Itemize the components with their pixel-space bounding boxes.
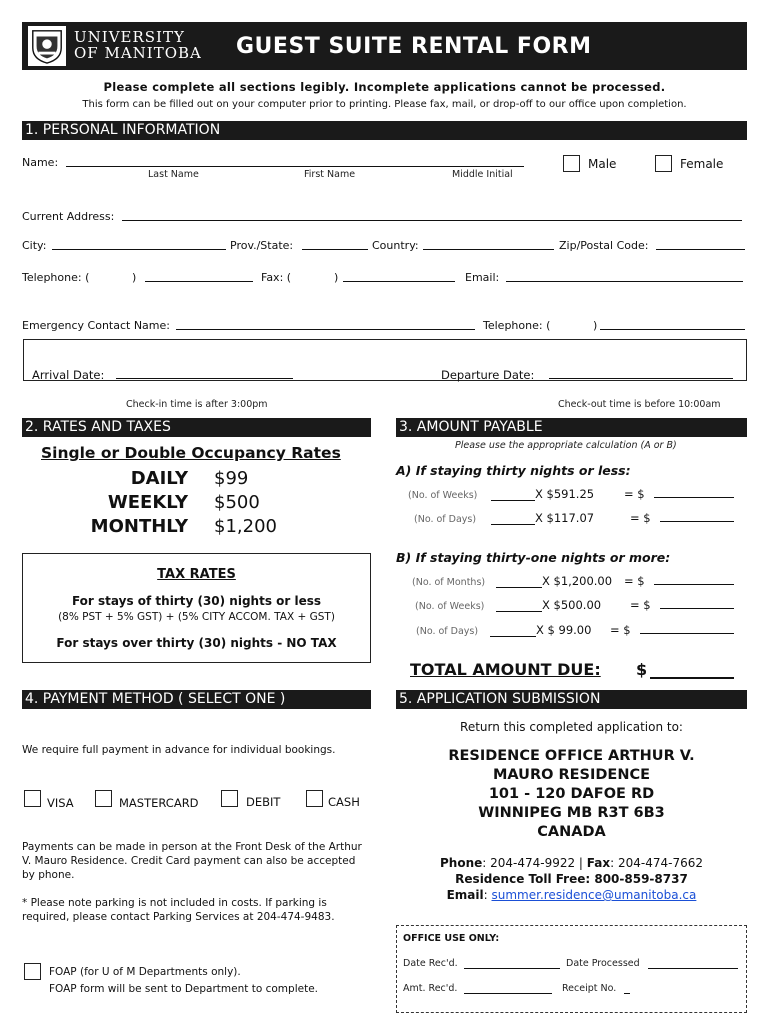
phone-label: Phone <box>439 856 483 870</box>
visa-checkbox[interactable] <box>24 790 41 807</box>
amt-recd-field[interactable] <box>464 993 552 994</box>
receipt-no-field[interactable] <box>624 993 630 994</box>
country-label: Country: <box>372 239 419 252</box>
arrival-date-field[interactable] <box>116 378 293 379</box>
a-days-eq: = $ <box>630 511 651 525</box>
b-days-unit: (No. of Days) <box>416 626 479 637</box>
male-label: Male <box>588 157 617 171</box>
a-days-unit: (No. of Days) <box>414 514 477 525</box>
female-label: Female <box>680 157 724 171</box>
b-months-total-field[interactable] <box>654 584 734 585</box>
city-field[interactable] <box>52 249 226 250</box>
last-name-caption: Last Name <box>148 169 199 180</box>
email-label: Email: <box>465 271 500 284</box>
visa-label: VISA <box>47 796 74 810</box>
phone-fax-line <box>396 855 747 871</box>
b-weeks-field[interactable] <box>496 611 542 612</box>
current-address-label: Current Address: <box>22 210 115 223</box>
b-weeks-unit: (No. of Weeks) <box>415 601 485 612</box>
email-link[interactable]: summer.residence@umanitoba.ca <box>491 888 697 902</box>
city-label: City: <box>22 239 47 252</box>
female-checkbox[interactable] <box>655 155 672 172</box>
emergency-telephone-field[interactable] <box>600 329 745 330</box>
emergency-contact-label: Emergency Contact Name: <box>22 319 170 332</box>
b-days-total-field[interactable] <box>640 633 734 634</box>
email-separator: : <box>483 888 492 902</box>
email-field[interactable] <box>506 281 743 282</box>
intro-line2: This form can be filled out on your computer prior to printing. Please fax, mail, or drop-off to our office upon completion. <box>82 99 687 110</box>
b-weeks-eq: = $ <box>630 598 651 612</box>
amt-recd-label: Amt. Rec'd. <box>403 983 458 994</box>
total-dollar-sign: $ <box>636 660 648 679</box>
rate-daily-label: DAILY <box>130 468 188 489</box>
email-label-5: Email <box>446 888 484 902</box>
foap-checkbox[interactable] <box>24 963 41 980</box>
tax-line3: For stays over thirty (30) nights - NO TAX <box>56 636 337 650</box>
university-line1: UNIVERSITY <box>74 28 185 46</box>
prov-state-label: Prov./State: <box>230 239 294 252</box>
email-line <box>396 887 747 903</box>
checkin-note: Check-in time is after 3:00pm <box>126 399 268 410</box>
b-months-unit: (No. of Months) <box>412 577 486 588</box>
country-field[interactable] <box>423 249 554 250</box>
date-recd-label: Date Rec'd. <box>403 958 458 969</box>
total-amount-label: TOTAL AMOUNT DUE: <box>410 660 601 679</box>
fax-close-paren: ) <box>334 271 339 284</box>
address-line4: WINNIPEG MB R3T 6B3 <box>478 805 665 821</box>
b-days-eq: = $ <box>610 623 631 637</box>
phone-value: : 204-474-9922 | <box>482 856 587 870</box>
telephone-field[interactable] <box>145 281 253 282</box>
receipt-no-label: Receipt No. <box>562 983 617 994</box>
fax-label: Fax: ( <box>261 271 292 284</box>
university-line2: OF MANITOBA <box>74 44 202 62</box>
foap-label: FOAP (for U of M Departments only). <box>49 966 241 978</box>
rate-monthly-value: $1,200 <box>214 516 277 537</box>
name-field[interactable] <box>66 166 524 167</box>
dates-box <box>23 339 747 381</box>
office-address <box>396 747 747 842</box>
payment-note: Payments can be made in person at the Front Desk of the Arthur V. Mauro Residence. Credit Card payment can also be accepted by phone. <box>22 841 362 881</box>
b-months-field[interactable] <box>496 587 542 588</box>
a-days-rate: X $117.07 <box>535 511 595 525</box>
section4-header: 4. PAYMENT METHOD ( SELECT ONE ) <box>22 690 371 709</box>
debit-label: DEBIT <box>246 795 281 809</box>
section3-header: 3. AMOUNT PAYABLE <box>396 418 747 437</box>
section3-subtitle: Please use the appropriate calculation (A or B) <box>455 440 677 451</box>
parking-note: * Please note parking is not included in costs. If parking is required, please contact Parking Services at 204-474-9483. <box>22 897 335 923</box>
debit-checkbox[interactable] <box>221 790 238 807</box>
form-title: GUEST SUITE RENTAL FORM <box>236 34 592 59</box>
rate-monthly-label: MONTHLY <box>90 516 188 537</box>
first-name-caption: First Name <box>304 169 356 180</box>
b-months-eq: = $ <box>624 574 645 588</box>
tollfree-line <box>396 871 747 887</box>
address-line2: MAURO RESIDENCE <box>492 767 651 783</box>
telephone-close-paren: ) <box>132 271 137 284</box>
foap-note: FOAP form will be sent to Department to complete. <box>49 983 318 995</box>
b-days-field[interactable] <box>490 636 536 637</box>
b-days-rate: X $ 99.00 <box>536 623 592 637</box>
date-processed-label: Date Processed <box>566 958 640 969</box>
a-weeks-field[interactable] <box>491 500 535 501</box>
office-use-title: OFFICE USE ONLY: <box>403 933 500 944</box>
zip-field[interactable] <box>656 249 745 250</box>
departure-date-field[interactable] <box>549 378 733 379</box>
mastercard-checkbox[interactable] <box>95 790 112 807</box>
fax-field[interactable] <box>343 281 455 282</box>
address-line5: CANADA <box>537 824 606 840</box>
address-line1: RESIDENCE OFFICE ARTHUR V. <box>448 748 695 764</box>
contact-info <box>396 855 747 903</box>
return-to-label: Return this completed application to: <box>460 720 683 734</box>
rate-weekly-label: WEEKLY <box>107 492 188 513</box>
date-processed-field[interactable] <box>648 968 738 969</box>
emergency-contact-field[interactable] <box>176 329 475 330</box>
current-address-field[interactable] <box>122 220 742 221</box>
section5-header: 5. APPLICATION SUBMISSION <box>396 690 747 709</box>
emergency-telephone-close: ) <box>593 319 598 332</box>
checkout-note: Check-out time is before 10:00am <box>558 399 721 410</box>
tollfree-label: Residence Toll Free <box>455 872 586 886</box>
total-amount-field[interactable] <box>650 677 734 679</box>
telephone-label: Telephone: ( <box>22 271 90 284</box>
full-payment-note: We require full payment in advance for individual bookings. <box>22 744 336 756</box>
a-days-field[interactable] <box>491 524 535 525</box>
tax-line1: For stays of thirty (30) nights or less <box>71 594 322 608</box>
emergency-telephone-label: Telephone: ( <box>483 319 551 332</box>
cash-checkbox[interactable] <box>306 790 323 807</box>
intro-line1: Please complete all sections legibly. Incomplete applications cannot be processed. <box>103 80 666 94</box>
university-wordmark <box>74 29 202 61</box>
arrival-date-label: Arrival Date: <box>32 368 105 382</box>
a-weeks-unit: (No. of Weeks) <box>408 490 478 501</box>
rate-weekly-value: $500 <box>214 492 260 513</box>
tax-rates-heading: TAX RATES <box>157 567 236 582</box>
zip-label: Zip/Postal Code: <box>559 239 649 252</box>
address-line3: 101 - 120 DAFOE RD <box>488 786 655 802</box>
b-weeks-total-field[interactable] <box>660 608 734 609</box>
b-weeks-rate: X $500.00 <box>542 598 602 612</box>
cash-label: CASH <box>328 795 360 809</box>
fax-label-5: Fax <box>586 856 611 870</box>
section2-header: 2. RATES AND TAXES <box>22 418 371 437</box>
a-weeks-eq: = $ <box>624 487 645 501</box>
fax-value: : 204-474-7662 <box>610 856 704 870</box>
option-b-heading: B) If staying thirty-one nights or more: <box>396 550 671 565</box>
middle-initial-caption: Middle Initial <box>452 169 513 180</box>
date-recd-field[interactable] <box>464 968 560 969</box>
option-a-heading: A) If staying thirty nights or less: <box>396 463 631 478</box>
b-months-rate: X $1,200.00 <box>542 574 613 588</box>
a-days-total-field[interactable] <box>660 521 734 522</box>
male-checkbox[interactable] <box>563 155 580 172</box>
tax-line2: (8% PST + 5% GST) + (5% CITY ACCOM. TAX + GST) <box>58 611 335 623</box>
a-weeks-total-field[interactable] <box>654 497 734 498</box>
a-weeks-rate: X $591.25 <box>535 487 595 501</box>
section1-header: 1. PERSONAL INFORMATION <box>22 121 747 140</box>
mastercard-label: MASTERCARD <box>119 796 199 810</box>
university-crest-logo <box>28 26 66 66</box>
departure-date-label: Departure Date: <box>441 368 535 382</box>
rate-daily-value: $99 <box>214 468 249 489</box>
prov-state-field[interactable] <box>302 249 368 250</box>
tollfree-value: : 800-859-8737 <box>585 872 688 886</box>
occupancy-heading: Single or Double Occupancy Rates <box>41 444 341 462</box>
name-label: Name: <box>22 156 59 169</box>
